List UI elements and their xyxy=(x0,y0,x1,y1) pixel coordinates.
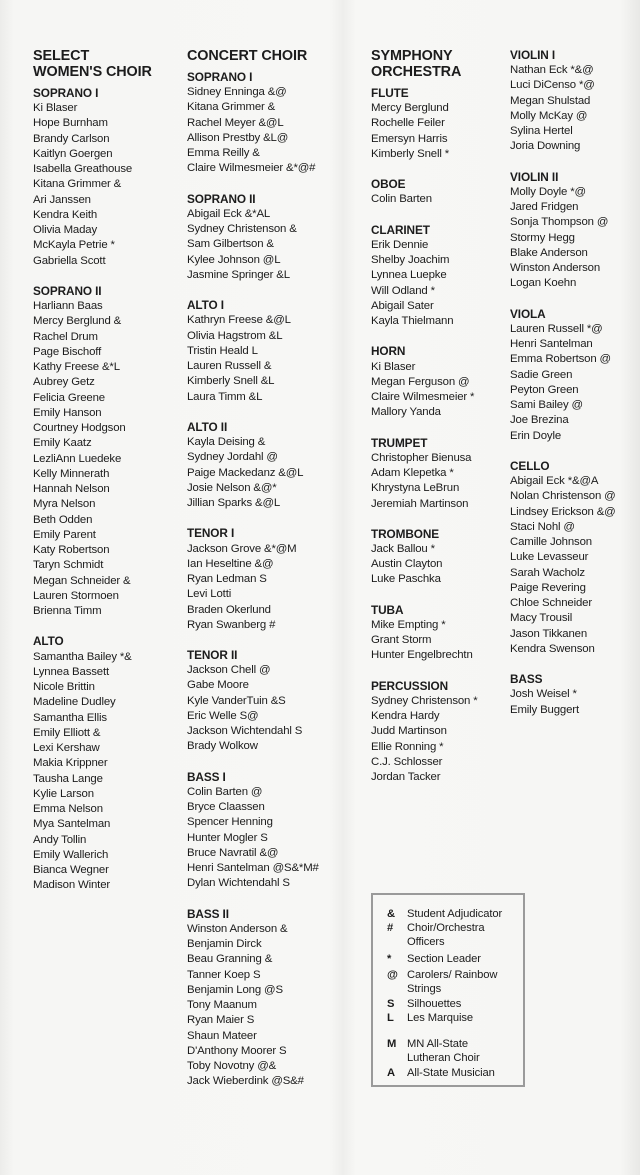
section-title: OBOE xyxy=(371,177,406,192)
member-name: Mallory Yanda xyxy=(371,406,441,419)
legend-symbol: * xyxy=(387,953,392,965)
member-name: Samantha Ellis xyxy=(33,711,107,724)
legend-text: Choir/Orchestra Officers xyxy=(407,922,485,949)
legend-entry xyxy=(387,1037,489,1066)
member-name: Joria Downing xyxy=(510,140,581,153)
member-name: Abigail Sater xyxy=(371,299,434,312)
member-name: Claire Wilmesmeier &*@# xyxy=(187,162,316,175)
member-name: Mya Santelman xyxy=(33,818,111,831)
section-title: VIOLA xyxy=(510,306,546,321)
member-name: Katy Robertson xyxy=(33,544,110,557)
member-name: Emily Parent xyxy=(33,528,96,541)
member-name: Sam Gilbertson & xyxy=(187,238,274,251)
member-name: Andy Tollin xyxy=(33,833,87,846)
member-name: Winston Anderson & xyxy=(187,922,288,935)
member-name: Grant Storm xyxy=(371,634,432,647)
legend-entry xyxy=(387,1011,515,1025)
member-name: Ellie Ronning * xyxy=(371,740,444,753)
column-concert-choir xyxy=(187,48,347,1105)
member-name: Mercy Berglund xyxy=(371,102,449,115)
member-name: Hannah Nelson xyxy=(33,483,110,496)
legend-entry xyxy=(387,952,515,966)
member-name: Kyle VanderTuin &S xyxy=(187,694,286,707)
member-name: Kendra Keith xyxy=(33,208,98,221)
member-name: Macy Trousil xyxy=(510,612,573,625)
section-title: VIOLIN II xyxy=(510,169,559,184)
member-name: Henri Santelman @S&*M# xyxy=(187,862,319,875)
member-name: Dylan Wichtendahl S xyxy=(187,877,290,890)
section-title: PERCUSSION xyxy=(371,678,449,693)
member-name: Kaitlyn Goergen xyxy=(33,147,113,160)
roster-section xyxy=(371,436,501,512)
roster-section xyxy=(510,459,635,657)
legend-text: Carolers/ Rainbow Strings xyxy=(407,969,498,996)
member-name: Camille Johnson xyxy=(510,536,592,549)
member-name: Braden Okerlund xyxy=(187,603,271,616)
member-name: Mike Empting * xyxy=(371,618,446,631)
legend-entry xyxy=(387,997,515,1011)
column-select-womens-choir xyxy=(33,48,178,909)
member-name: Tristin Heald L xyxy=(187,344,258,357)
roster-section xyxy=(371,527,501,588)
member-name: Erik Dennie xyxy=(371,238,429,251)
member-name: Sydney Christenson & xyxy=(187,223,297,236)
member-name: Levi Lotti xyxy=(187,588,232,601)
roster-section xyxy=(371,679,501,786)
roster-section xyxy=(510,48,635,155)
legend-entry xyxy=(387,907,515,921)
member-name: Emma Reilly & xyxy=(187,147,260,160)
member-name: Shaun Mateer xyxy=(187,1029,257,1042)
member-name: Toby Novotny @& xyxy=(187,1060,277,1073)
section-title: TROMBONE xyxy=(371,526,440,541)
member-name: Nathan Eck *&@ xyxy=(510,64,594,77)
member-name: Makia Krippner xyxy=(33,757,108,770)
member-name: Sydney Jordahl @ xyxy=(187,451,278,464)
member-name: C.J. Schlosser xyxy=(371,755,443,768)
member-name: Ian Heseltine &@ xyxy=(187,557,274,570)
section-title: VIOLIN I xyxy=(510,48,556,62)
member-name: Winston Anderson xyxy=(510,262,601,275)
member-name: Kelly Minnerath xyxy=(33,467,110,480)
legend-text: Silhouettes xyxy=(407,998,462,1010)
section-title: ALTO xyxy=(33,634,64,649)
member-name: Emma Nelson xyxy=(33,803,103,816)
legend-symbol: L xyxy=(387,1012,394,1024)
legend-entry xyxy=(387,968,499,997)
member-name: Mercy Berglund & xyxy=(33,315,122,328)
member-name: Lauren Russell & xyxy=(187,360,272,373)
member-name: Emma Robertson @ xyxy=(510,353,611,366)
member-name: Myra Nelson xyxy=(33,498,96,511)
member-name: Jack Wieberdink @S&# xyxy=(187,1075,304,1088)
member-name: Lindsey Erickson &@ xyxy=(510,505,616,518)
member-name: Joe Brezina xyxy=(510,414,569,427)
member-name: Sadie Green xyxy=(510,368,573,381)
section-title: CLARINET xyxy=(371,222,430,237)
member-name: Khrystyna LeBrun xyxy=(371,482,460,495)
member-name: Colin Barten xyxy=(371,193,432,206)
section-title: TENOR II xyxy=(187,648,238,663)
member-name: Adam Klepetka * xyxy=(371,467,454,480)
member-name: Erin Doyle xyxy=(510,429,562,442)
member-name: Emily Elliott & xyxy=(33,726,101,739)
member-name: Tony Maanum xyxy=(187,999,257,1012)
section-title: TUBA xyxy=(371,602,404,617)
member-name: Lexi Kershaw xyxy=(33,742,100,755)
member-name: Kayla Deising & xyxy=(187,436,266,449)
member-name: Molly Doyle *@ xyxy=(510,185,586,198)
member-name: Kendra Swenson xyxy=(510,642,595,655)
member-name: Jeremiah Martinson xyxy=(371,497,469,510)
member-name: Jackson Grove &*@M xyxy=(187,542,297,555)
member-name: Stormy Hegg xyxy=(510,231,575,244)
member-name: Hunter Engelbrechtn xyxy=(371,649,473,662)
section-title: TENOR I xyxy=(187,526,235,541)
member-name: Emily Buggert xyxy=(510,703,579,716)
member-name: Jordan Tacker xyxy=(371,771,441,784)
member-name: Ki Blaser xyxy=(371,360,416,373)
member-name: Bianca Wegner xyxy=(33,864,109,877)
section-title: BASS I xyxy=(187,769,226,784)
section-title: SOPRANO I xyxy=(187,70,253,84)
member-name: Shelby Joachim xyxy=(371,254,450,267)
member-name: Emily Wallerich xyxy=(33,848,109,861)
roster-section xyxy=(371,86,501,162)
legend-symbol: & xyxy=(387,908,395,920)
member-name: Henri Santelman xyxy=(510,338,593,351)
roster-section xyxy=(510,672,635,718)
member-name: Kimberly Snell * xyxy=(371,147,449,160)
section-title: SOPRANO II xyxy=(187,191,256,206)
roster-section xyxy=(187,526,347,633)
member-name: Molly McKay @ xyxy=(510,109,588,122)
member-name: Megan Ferguson @ xyxy=(371,375,470,388)
member-name: Staci Nohl @ xyxy=(510,520,575,533)
legend-text: All-State Musician xyxy=(407,1067,495,1079)
member-name: Sonja Thompson @ xyxy=(510,216,609,229)
member-name: Kylee Johnson @L xyxy=(187,253,281,266)
member-name: D'Anthony Moorer S xyxy=(187,1044,287,1057)
member-name: Sarah Wacholz xyxy=(510,566,585,579)
column-heading: CONCERT CHOIR xyxy=(187,48,308,64)
member-name: Colin Barten @ xyxy=(187,785,263,798)
member-name: Brady Wolkow xyxy=(187,740,258,753)
member-name: Megan Shulstad xyxy=(510,94,591,107)
member-name: Jared Fridgen xyxy=(510,201,579,214)
member-name: Samantha Bailey *& xyxy=(33,650,132,663)
member-name: Hunter Mogler S xyxy=(187,831,268,844)
roster-section xyxy=(187,298,347,405)
member-name: Jack Ballou * xyxy=(371,542,435,555)
member-name: Spencer Henning xyxy=(187,816,273,829)
section-title: FLUTE xyxy=(371,86,409,100)
member-name: LezliAnn Luedeke xyxy=(33,452,122,465)
legend-text: Student Adjudicator xyxy=(407,908,503,920)
member-name: Megan Schneider & xyxy=(33,574,131,587)
member-name: Jasmine Springer &L xyxy=(187,268,290,281)
member-name: Sylina Hertel xyxy=(510,125,573,138)
member-name: Hope Burnham xyxy=(33,117,108,130)
member-name: Blake Anderson xyxy=(510,246,588,259)
column-symphony-orchestra xyxy=(371,48,501,800)
roster-section xyxy=(33,634,178,893)
member-name: Sami Bailey @ xyxy=(510,399,583,412)
member-name: Gabe Moore xyxy=(187,679,249,692)
legend-text: MN All-State Lutheran Choir xyxy=(407,1038,480,1065)
roster-section xyxy=(187,192,347,283)
section-title: ALTO I xyxy=(187,298,224,313)
member-name: Logan Koehn xyxy=(510,277,577,290)
member-name: Bryce Claassen xyxy=(187,801,265,814)
member-name: Claire Wilmesmeier * xyxy=(371,391,475,404)
roster-section xyxy=(510,170,635,292)
roster-section xyxy=(510,307,635,444)
member-name: Isabella Greathouse xyxy=(33,163,133,176)
roster-section xyxy=(187,648,347,755)
member-name: Ki Blaser xyxy=(33,102,78,115)
roster-section xyxy=(187,907,347,1090)
member-name: Laura Timm &L xyxy=(187,390,263,403)
member-name: Abigail Eck *&@A xyxy=(510,475,599,488)
legend-entry xyxy=(387,1066,515,1080)
section-title: SOPRANO I xyxy=(33,86,99,100)
member-name: Lynnea Bassett xyxy=(33,665,109,678)
member-name: Beth Odden xyxy=(33,513,93,526)
legend-symbol: M xyxy=(387,1038,397,1050)
member-name: Peyton Green xyxy=(510,383,579,396)
member-name: Lauren Russell *@ xyxy=(510,322,603,335)
member-name: Felicia Greene xyxy=(33,391,105,404)
member-name: Kayla Thielmann xyxy=(371,315,454,328)
member-name: Benjamin Long @S xyxy=(187,983,283,996)
member-name: Chloe Schneider xyxy=(510,597,592,610)
member-name: Brandy Carlson xyxy=(33,132,110,145)
member-name: Olivia Hagstrom &L xyxy=(187,329,283,342)
section-title: SOPRANO II xyxy=(33,283,102,298)
member-name: Josh Weisel * xyxy=(510,688,577,701)
member-name: Kathryn Freese &@L xyxy=(187,314,291,327)
member-name: Page Bischoff xyxy=(33,345,102,358)
member-name: Austin Clayton xyxy=(371,558,443,571)
member-name: Josie Nelson &@* xyxy=(187,481,277,494)
member-name: Will Odland * xyxy=(371,284,435,297)
legend-symbol: # xyxy=(387,922,394,934)
member-name: Gabriella Scott xyxy=(33,254,106,267)
member-name: Kylie Larson xyxy=(33,787,94,800)
member-name: Eric Welle S@ xyxy=(187,709,259,722)
member-name: Ryan Maier S xyxy=(187,1014,255,1027)
member-name: Lauren Stormoen xyxy=(33,589,119,602)
legend-entry xyxy=(387,921,487,950)
member-name: Kendra Hardy xyxy=(371,710,440,723)
member-name: Lynnea Luepke xyxy=(371,269,447,282)
legend-symbol: @ xyxy=(387,969,398,981)
member-name: Jackson Wichtendahl S xyxy=(187,725,303,738)
member-name: Olivia Maday xyxy=(33,224,98,237)
member-name: Emily Kaatz xyxy=(33,437,92,450)
member-name: Jason Tikkanen xyxy=(510,627,588,640)
member-name: Tausha Lange xyxy=(33,772,103,785)
column-orchestra-strings xyxy=(510,48,635,733)
member-name: Paige Revering xyxy=(510,581,586,594)
roster-section xyxy=(371,177,501,207)
section-title: BASS xyxy=(510,672,543,687)
legend-symbol: A xyxy=(387,1067,395,1079)
member-name: Jillian Sparks &@L xyxy=(187,497,281,510)
section-title: ALTO II xyxy=(187,419,228,434)
member-name: Kathy Freese &*L xyxy=(33,361,120,374)
member-name: Madeline Dudley xyxy=(33,696,116,709)
member-name: Luke Levasseur xyxy=(510,551,589,564)
column-heading: SELECT WOMEN'S CHOIR xyxy=(33,48,152,80)
section-title: CELLO xyxy=(510,458,550,473)
member-name: Brienna Timm xyxy=(33,605,102,618)
column-heading: SYMPHONY ORCHESTRA xyxy=(371,48,462,80)
member-name: Paige Mackedanz &@L xyxy=(187,466,304,479)
roster-section xyxy=(187,420,347,511)
member-name: Jackson Chell @ xyxy=(187,664,271,677)
member-name: Ari Janssen xyxy=(33,193,91,206)
member-name: Emily Hanson xyxy=(33,406,102,419)
legend-symbol: S xyxy=(387,998,395,1010)
roster-section xyxy=(187,770,347,892)
roster-section xyxy=(371,344,501,420)
member-name: Emersyn Harris xyxy=(371,132,448,145)
member-name: Madison Winter xyxy=(33,879,111,892)
member-name: Kitana Grimmer & xyxy=(187,101,276,114)
member-name: Rachel Meyer &@L xyxy=(187,116,284,129)
member-name: Ryan Ledman S xyxy=(187,573,267,586)
member-name: Luke Paschka xyxy=(371,573,441,586)
member-name: Aubrey Getz xyxy=(33,376,95,389)
member-name: Courtney Hodgson xyxy=(33,422,126,435)
legend-text: Les Marquise xyxy=(407,1012,473,1024)
member-name: Christopher Bienusa xyxy=(371,451,472,464)
member-name: Rachel Drum xyxy=(33,330,98,343)
member-name: Abigail Eck &*AL xyxy=(187,207,271,220)
member-name: Beau Granning & xyxy=(187,953,273,966)
section-title: BASS II xyxy=(187,906,229,921)
member-name: Bruce Navratil &@ xyxy=(187,846,279,859)
section-title: HORN xyxy=(371,344,406,359)
member-name: Allison Prestby &L@ xyxy=(187,131,289,144)
member-name: Rochelle Feiler xyxy=(371,117,445,130)
member-name: Tanner Koep S xyxy=(187,968,261,981)
section-title: TRUMPET xyxy=(371,435,428,450)
legend-text: Section Leader xyxy=(407,953,481,965)
roster-section xyxy=(371,223,501,330)
member-name: Nicole Brittin xyxy=(33,681,95,694)
member-name: Sidney Enninga &@ xyxy=(187,86,287,99)
member-name: Kitana Grimmer & xyxy=(33,178,122,191)
member-name: McKayla Petrie * xyxy=(33,239,115,252)
legend-box xyxy=(371,893,525,1087)
roster-section xyxy=(187,70,347,177)
member-name: Judd Martinson xyxy=(371,725,447,738)
member-name: Kimberly Snell &L xyxy=(187,375,275,388)
roster-section xyxy=(33,86,178,269)
member-name: Sydney Christenson * xyxy=(371,694,478,707)
member-name: Benjamin Dirck xyxy=(187,938,262,951)
roster-section xyxy=(33,284,178,619)
member-name: Ryan Swanberg # xyxy=(187,618,276,631)
member-name: Harliann Baas xyxy=(33,300,103,313)
member-name: Taryn Schmidt xyxy=(33,559,104,572)
roster-section xyxy=(371,603,501,664)
member-name: Nolan Christenson @ xyxy=(510,490,616,503)
member-name: Luci DiCenso *@ xyxy=(510,79,595,92)
